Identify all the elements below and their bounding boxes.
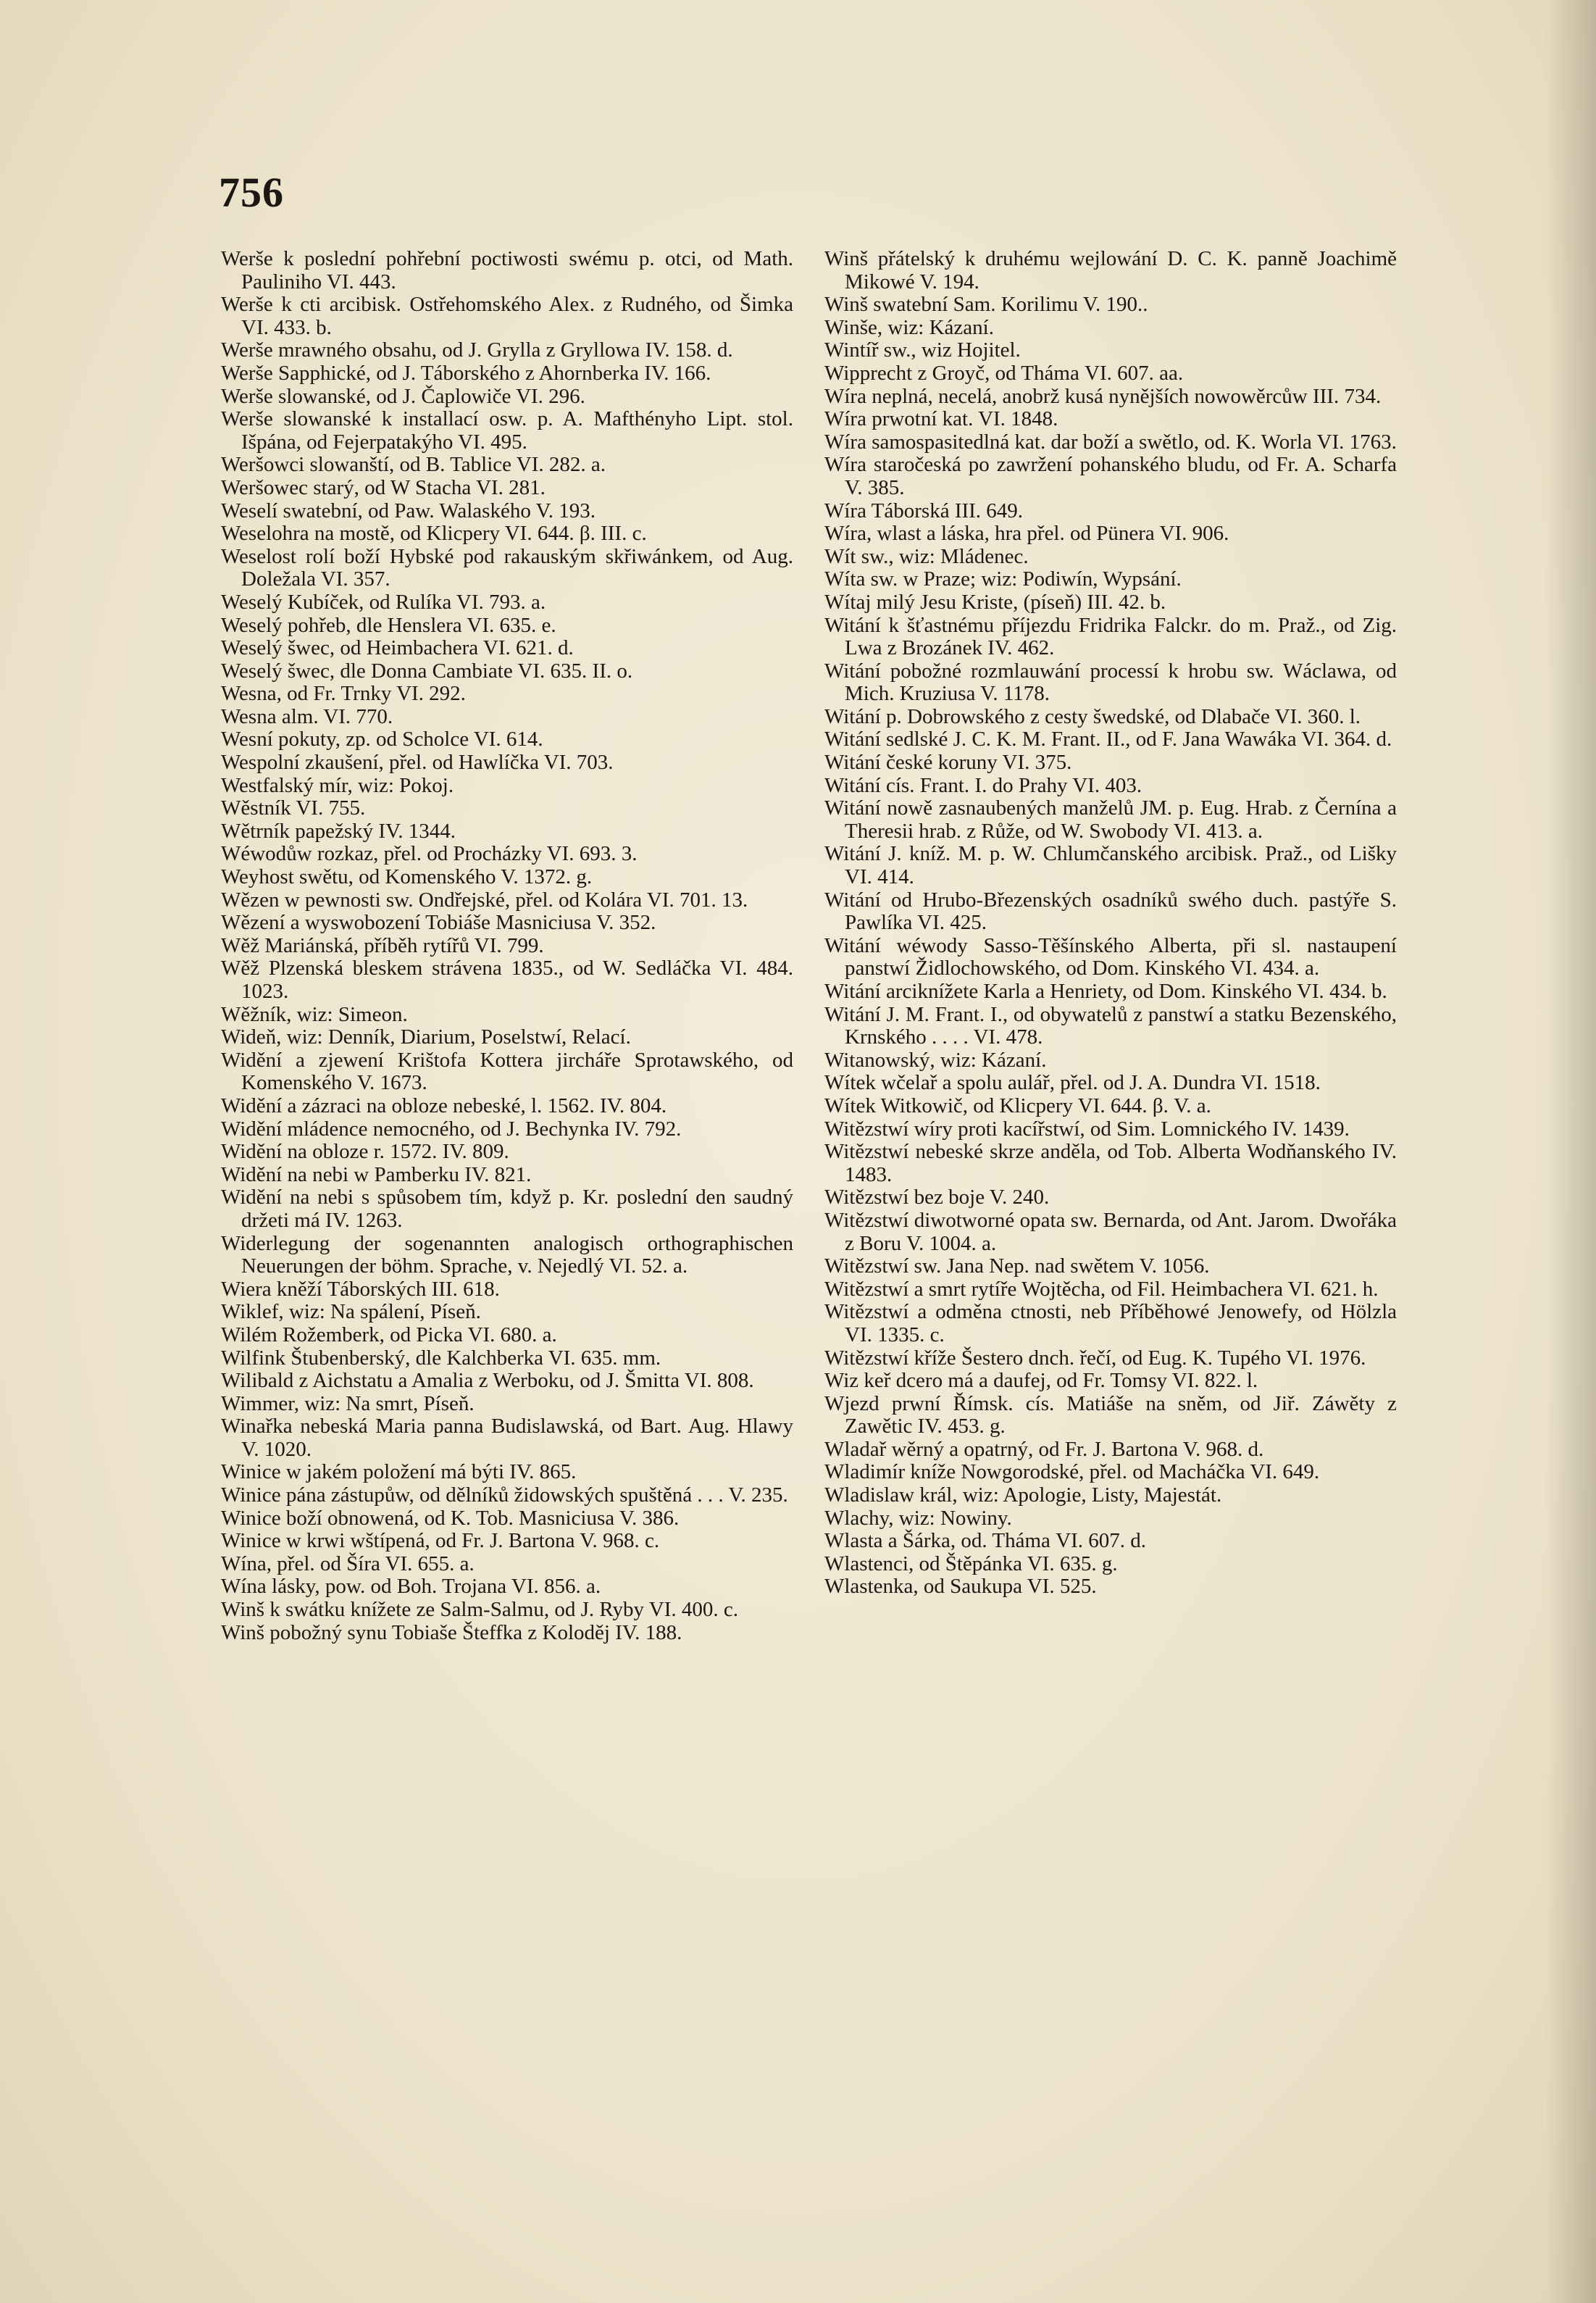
index-entry: Witání arciknížete Karla a Henriety, od Dom. Kinského VI. 434. b. — [824, 980, 1387, 1003]
index-entry: Weselý pohřeb, dle Henslera VI. 635. e. — [221, 613, 556, 637]
index-entry: Wítaj milý Jesu Kriste, (píseň) III. 42. b. — [824, 590, 1166, 614]
index-entry: Wladimír kníže Nowgorodské, přel. od Macháčka VI. 649. — [824, 1460, 1320, 1484]
index-entry: Witězstwí kříže Šestero dnch. řečí, od Eug. K. Tupého VI. 1976. — [824, 1346, 1366, 1370]
left-column — [221, 248, 793, 1644]
index-entry: Wéwodůw rozkaz, přel. od Procházky VI. 693. 3. — [221, 842, 638, 866]
index-entry: Wesna alm. VI. 770. — [221, 704, 393, 728]
index-entry: Wiera kněží Táborských III. 618. — [221, 1277, 500, 1301]
index-entry: Winice pána zástupůw, od dělníků židowských spuštěná . . . V. 235. — [221, 1483, 788, 1507]
index-entry: Witání sedlské J. C. K. M. Frant. II., od F. Jana Wawáka VI. 364. d. — [824, 728, 1392, 751]
index-entry: Wíra prwotní kat. VI. 1848. — [824, 407, 1058, 431]
page-number: 756 — [219, 169, 284, 216]
index-entry: Wíra, wlast a láska, hra přel. od Pünera VI. 906. — [824, 522, 1229, 546]
index-entry: Weršowci slowanští, od B. Tablice VI. 282. a. — [221, 453, 606, 477]
index-entry: Winše, wiz: Kázaní. — [824, 315, 994, 339]
index-entry: Wespolní zkaušení, přel. od Hawlíčka VI. 703. — [221, 751, 614, 775]
index-entry: Wězen w pewnosti sw. Ondřejské, přel. od Kolára VI. 701. 13. — [221, 888, 748, 912]
index-entry: Wlastenka, od Saukupa VI. 525. — [824, 1575, 1097, 1599]
index-entry: Wiz keř dcero má a daufej, od Fr. Tomsy VI. 822. l. — [824, 1369, 1258, 1393]
index-entry: Wítek Witkowič, od Klicpery VI. 644. β. V. a. — [824, 1094, 1211, 1117]
index-entry: Widění na nebi s spůsobem tím, když p. Kr. poslední den saudný držeti má IV. 1263. — [221, 1186, 793, 1232]
index-entry: Weselý šwec, od Heimbachera VI. 621. d. — [221, 636, 574, 660]
index-entry: Wilfink Štubenberský, dle Kalchberka VI. 635. mm. — [221, 1346, 661, 1370]
index-entry: Wjezd prwní Římsk. cís. Matiáše na sněm, od Jiř. Záwěty z Zawětic IV. 453. g. — [824, 1391, 1397, 1438]
index-entry: Witání k šťastnému příjezdu Fridrika Falckr. do m. Praž., od Zig. Lwa z Brozánek IV. 462. — [824, 613, 1397, 660]
index-entry: Wlasta a Šárka, od. Thámа VI. 607. d. — [824, 1529, 1147, 1553]
index-entry: Wěstník VI. 755. — [221, 796, 366, 820]
index-entry: Winš swatební Sam. Korilimu V. 190.. — [824, 293, 1148, 317]
index-entry: Winice w jakém položení má býti IV. 865. — [221, 1460, 577, 1484]
index-entry: Witězstwí diwotworné opata sw. Bernarda, od Ant. Jarom. Dwořáka z Boru V. 1004. a. — [824, 1208, 1397, 1255]
index-entry: Witání od Hrubo-Březenských osadníků swého duch. pastýře S. Pawlíka VI. 425. — [824, 888, 1397, 935]
index-entry: Witání J. M. Frant. I., od obywatelů z panstwí a statku Bezenského, Krnského . . . . VI. 478. — [824, 1002, 1397, 1049]
index-entry: Widění na nebi w Pamberku IV. 821. — [221, 1162, 532, 1186]
index-entry: Wilibald z Aichstatu a Amalia z Werboku, od J. Šmitta VI. 808. — [221, 1369, 754, 1393]
index-entry: Witání pobožné rozmlauwání processí k hrobu sw. Wáclawa, od Mich. Kruziusa V. 1178. — [824, 659, 1397, 706]
index-entry: Wěž Mariánská, příběh rytířů VI. 799. — [221, 933, 544, 957]
index-entry: Weselost rolí boží Hybské pod rakauským skřiwánkem, od Aug. Doležala VI. 357. — [221, 544, 793, 591]
index-entry: Wězení a wyswobození Tobiáše Masniciusa V. 352. — [221, 911, 656, 935]
index-entry: Wlachy, wiz: Nowiny. — [824, 1506, 1012, 1530]
index-entry: Wětrník papežský IV. 1344. — [221, 819, 456, 843]
index-entry: Werše slowanské, od J. Čaplowiče VI. 296. — [221, 384, 585, 408]
index-entry: Winš pobožný synu Tobiaše Šteffka z Koloděj IV. 188. — [221, 1620, 682, 1644]
index-entry: Wíra samospasitedlná kat. dar boží a swětlo, od. K. Worla VI. 1763. — [824, 430, 1397, 454]
index-entry: Werše slowanské k installací osw. p. A. Mafthényho Lipt. stol. Išpána, od Fejerpatakýho VI. 495. — [221, 407, 793, 454]
index-entry: Witání nowě zasnaubených manželů JM. p. Eug. Hrab. z Černína a Theresii hrab. z Růže, od W. Swobody VI. 413. a. — [824, 796, 1397, 843]
index-entry: Witězstwí nebeské skrze anděla, od Tob. Alberta Wodňanského IV. 1483. — [824, 1140, 1397, 1186]
page-edge-shadow — [1545, 0, 1596, 2303]
index-entry: Witězstwí sw. Jana Nep. nad swětem V. 1056. — [824, 1254, 1210, 1278]
index-entry: Wíra neplná, necelá, anobrž kusá nynějších nowowěrcůw III. 734. — [824, 384, 1382, 408]
index-entry: Wíra staročeská po zawržení pohanského bludu, od Fr. A. Scharfa V. 385. — [824, 453, 1397, 499]
index-entry: Widění mládence nemocného, od J. Bechynka IV. 792. — [221, 1117, 682, 1141]
index-entry: Widerlegung der sogenannten analogisch orthographischen Neuerungen der böhm. Sprache, v. Nejedlý VI. 52. a. — [221, 1231, 793, 1278]
index-entry: Wladař wěrný a opatrný, od Fr. J. Bartona V. 968. d. — [824, 1437, 1264, 1461]
index-entry: Winš k swátku knížete ze Salm-Salmu, od J. Ryby VI. 400. c. — [221, 1598, 738, 1622]
index-entry: Wesní pokuty, zp. od Scholce VI. 614. — [221, 728, 543, 751]
index-entry: Wimmer, wiz: Na smrt, Píseň. — [221, 1391, 475, 1415]
index-entry: Weselohra na mostě, od Klicpery VI. 644. β. III. c. — [221, 522, 647, 546]
index-entry: Witání cís. Frant. I. do Prahy VI. 403. — [824, 773, 1142, 797]
index-entry: Winš přátelský k druhému wejlowání D. C. K. panně Joachimě Mikowé V. 194. — [824, 247, 1397, 293]
index-entry: Werše mrawného obsahu, od J. Grylla z Gryllowa IV. 158. d. — [221, 338, 733, 362]
index-entry: Witanowský, wiz: Kázaní. — [824, 1048, 1047, 1072]
index-entry: Witání české koruny VI. 375. — [824, 751, 1072, 775]
index-entry: Werše k cti arcibisk. Ostřehomského Alex. z Rudného, od Šimka VI. 433. b. — [221, 293, 793, 339]
index-entry: Wilém Rožemberk, od Picka VI. 680. a. — [221, 1323, 557, 1346]
index-entry: Werše Sapphické, od J. Táborského z Ahornberka IV. 166. — [221, 361, 711, 385]
index-entry: Weyhost swětu, od Komenského V. 1372. g. — [221, 865, 593, 889]
index-entry: Wesna, od Fr. Trnky VI. 292. — [221, 682, 466, 706]
index-entry: Wíta sw. w Praze; wiz: Podiwín, Wypsání. — [824, 567, 1182, 591]
index-entry: Wěžník, wiz: Simeon. — [221, 1002, 408, 1026]
index-entry: Wideň, wiz: Denník, Diarium, Poselstwí, Relací. — [221, 1025, 631, 1049]
index-entry: Witání wéwody Sasso-Těšínského Alberta, při sl. nastaupení panstwí Židlochowského, od Dom. Kinského VI. 434. a. — [824, 933, 1397, 980]
index-entry: Witězstwí a smrt rytíře Wojtěcha, od Fil. Heimbachera VI. 621. h. — [824, 1277, 1379, 1301]
index-entry: Winařka nebeská Maria panna Budislawská, od Bart. Aug. Hlawy V. 1020. — [221, 1415, 793, 1461]
index-entry: Wítek wčelař a spolu aulář, přel. od J. A. Dundra VI. 1518. — [824, 1071, 1321, 1095]
index-entry: Witání J. kníž. M. p. W. Chlumčanského arcibisk. Praž., od Lišky VI. 414. — [824, 842, 1397, 889]
index-entry: Witězstwí a odměna ctnosti, neb Příběhowé Jenowefy, od Hölzla VI. 1335. c. — [824, 1300, 1397, 1346]
index-entry: Weršowec starý, od W Stacha VI. 281. — [221, 475, 546, 499]
index-entry: Weselý Kubíček, od Rulíka VI. 793. a. — [221, 590, 546, 614]
index-entry: Winice w krwi wštípená, od Fr. J. Bartona V. 968. c. — [221, 1529, 660, 1553]
index-entry: Wína lásky, pow. od Boh. Trojana VI. 856. a. — [221, 1575, 601, 1599]
index-entry: Wintíř sw., wiz Hojitel. — [824, 338, 1021, 362]
index-entry: Wladislaw král, wiz: Apologie, Listy, Majestát. — [824, 1483, 1222, 1507]
index-entry: Wiklef, wiz: Na spálení, Píseň. — [221, 1300, 481, 1324]
index-entry: Wít sw., wiz: Mládenec. — [824, 544, 1029, 568]
index-entry: Witězstwí wíry proti kacířstwí, od Sim. Lomnického IV. 1439. — [824, 1117, 1350, 1141]
index-entry: Winice boží obnowená, od K. Tob. Masniciusa V. 386. — [221, 1506, 680, 1530]
index-entry: Weselý šwec, dle Donna Cambiate VI. 635. II. o. — [221, 659, 633, 683]
index-entry: Westfalský mír, wiz: Pokoj. — [221, 773, 454, 797]
index-entry: Witání p. Dobrowského z cesty šwedské, od Dlabače VI. 360. l. — [824, 704, 1361, 728]
index-entry: Wína, přel. od Šíra VI. 655. a. — [221, 1552, 475, 1575]
index-entry: Widění na obloze r. 1572. IV. 809. — [221, 1140, 509, 1164]
index-entry: Werše k poslední pohřební poctiwosti swému p. otci, od Math. Pauliniho VI. 443. — [221, 247, 793, 293]
right-column — [824, 248, 1397, 1599]
index-entry: Wlastenci, od Štěpánka VI. 635. g. — [824, 1552, 1118, 1575]
index-entry: Widění a zjewení Krištofa Kottera jircháře Sprotawského, od Komenského V. 1673. — [221, 1048, 793, 1095]
index-entry: Wíra Táborská III. 649. — [824, 499, 1024, 522]
index-entry: Wipprecht z Groyč, od Thámа VI. 607. aa. — [824, 361, 1184, 385]
index-entry: Wěž Plzenská bleskem strávena 1835., od W. Sedláčka VI. 484. 1023. — [221, 957, 793, 1003]
index-entry: Widění a zázraci na obloze nebeské, l. 1562. IV. 804. — [221, 1094, 667, 1117]
index-entry: Weselí swatební, od Paw. Walaského V. 193. — [221, 499, 596, 522]
index-entry: Witězstwí bez boje V. 240. — [824, 1186, 1050, 1209]
